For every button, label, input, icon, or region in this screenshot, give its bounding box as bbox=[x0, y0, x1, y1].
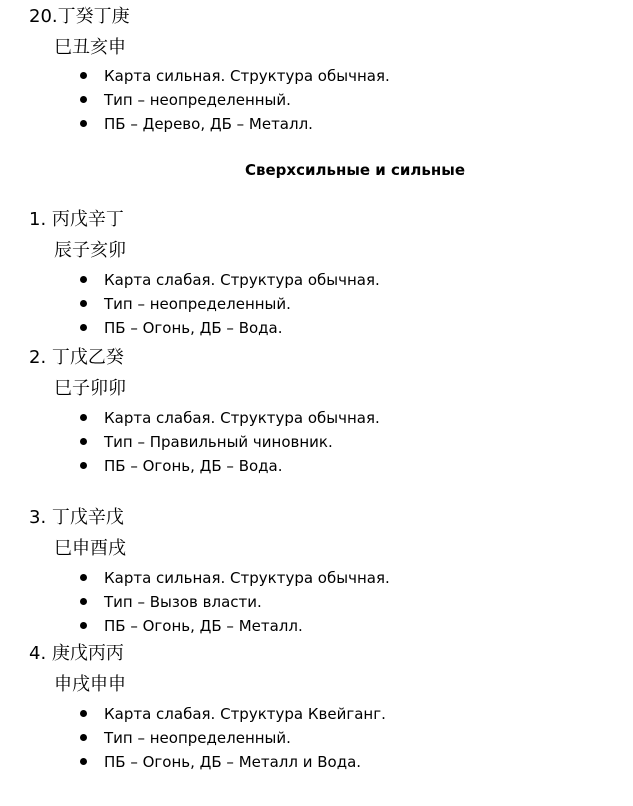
list-item-text: ПБ – Огонь, ДБ – Вода. bbox=[104, 457, 283, 475]
entry-header: 4. 庚戊丙丙 bbox=[29, 643, 124, 664]
list-item bbox=[0, 318, 633, 340]
list-item bbox=[0, 616, 633, 638]
entry-header: 1. 丙戊辛丁 bbox=[29, 209, 124, 230]
bullet-icon bbox=[80, 414, 87, 421]
entry-branches: 巳丑亥申 bbox=[54, 37, 126, 58]
list-item-text: Карта сильная. Структура обычная. bbox=[104, 67, 390, 85]
bullet-icon bbox=[80, 574, 87, 581]
entry-branches: 巳子卯卯 bbox=[54, 378, 126, 399]
bullet-icon bbox=[80, 598, 87, 605]
list-item bbox=[0, 66, 633, 88]
list-item bbox=[0, 90, 633, 112]
list-item bbox=[0, 568, 633, 590]
list-item bbox=[0, 294, 633, 316]
list-item bbox=[0, 114, 633, 136]
entry-branches: 辰子亥卯 bbox=[54, 240, 126, 261]
bullet-icon bbox=[80, 734, 87, 741]
bullet-icon bbox=[80, 276, 87, 283]
list-item-text: Тип – неопределенный. bbox=[104, 729, 291, 747]
list-item-text: Тип – неопределенный. bbox=[104, 295, 291, 313]
list-item bbox=[0, 752, 633, 774]
entry-header: 2. 丁戊乙癸 bbox=[29, 347, 124, 368]
entry-header: 3. 丁戊辛戊 bbox=[29, 507, 124, 528]
bullet-icon bbox=[80, 96, 87, 103]
list-item bbox=[0, 432, 633, 454]
list-item-text: ПБ – Огонь, ДБ – Металл и Вода. bbox=[104, 753, 362, 771]
entry-branches: 巳申酉戌 bbox=[54, 538, 126, 559]
list-item-text: ПБ – Дерево, ДБ – Металл. bbox=[104, 115, 313, 133]
bullet-icon bbox=[80, 438, 87, 445]
list-item-text: Карта сильная. Структура обычная. bbox=[104, 569, 390, 587]
list-item-text: Тип – неопределенный. bbox=[104, 91, 291, 109]
bullet-icon bbox=[80, 300, 87, 307]
list-item-text: Карта слабая. Структура Квейганг. bbox=[104, 705, 386, 723]
bullet-icon bbox=[80, 324, 87, 331]
list-item-text: Тип – Правильный чиновник. bbox=[104, 433, 333, 451]
bullet-icon bbox=[80, 710, 87, 717]
list-item-text: Карта слабая. Структура обычная. bbox=[104, 271, 380, 289]
list-item-text: ПБ – Огонь, ДБ – Вода. bbox=[104, 319, 283, 337]
section-title: Сверхсильные и сильные bbox=[245, 161, 465, 179]
bullet-icon bbox=[80, 120, 87, 127]
entry-branches: 申戌申申 bbox=[54, 674, 126, 695]
bullet-icon bbox=[80, 758, 87, 765]
list-item-text: ПБ – Огонь, ДБ – Металл. bbox=[104, 617, 303, 635]
list-item bbox=[0, 704, 633, 726]
bullet-icon bbox=[80, 72, 87, 79]
list-item-text: Тип – Вызов власти. bbox=[104, 593, 262, 611]
bullet-icon bbox=[80, 622, 87, 629]
list-item bbox=[0, 270, 633, 292]
list-item bbox=[0, 728, 633, 750]
bullet-icon bbox=[80, 462, 87, 469]
list-item bbox=[0, 456, 633, 478]
entry-header: 20.丁癸丁庚 bbox=[29, 6, 130, 27]
list-item bbox=[0, 408, 633, 430]
list-item-text: Карта слабая. Структура обычная. bbox=[104, 409, 380, 427]
list-item bbox=[0, 592, 633, 614]
